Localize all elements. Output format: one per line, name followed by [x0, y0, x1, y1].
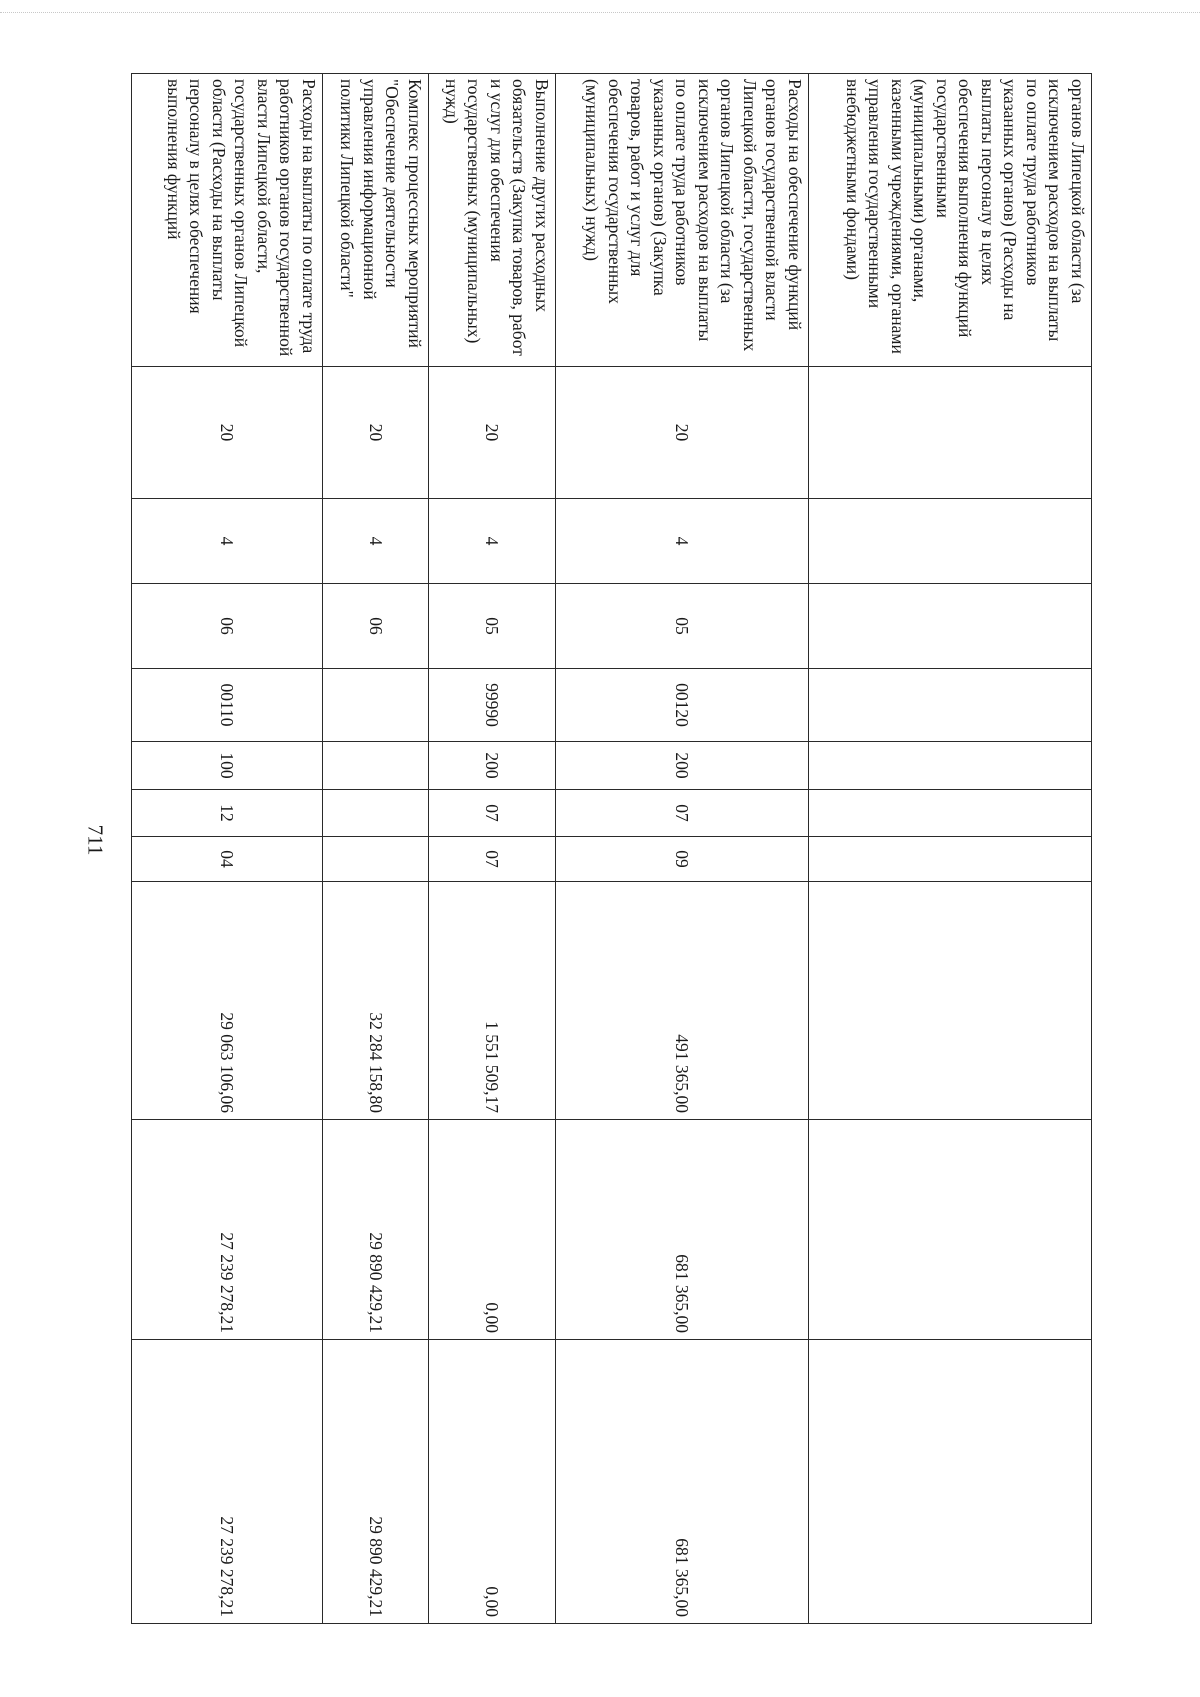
cell-code6 — [809, 790, 1092, 837]
cell-amount2: 27 239 278,21 — [132, 1120, 323, 1340]
row-name: Комплекс процессных мероприятий "Обеспечение деятельности управления информационной политики Липецкой области" — [323, 74, 429, 367]
cell-code2: 4 — [556, 499, 809, 584]
cell-amount1: 1 551 509,17 — [429, 882, 556, 1120]
cell-code1: 20 — [323, 367, 429, 499]
budget-table-rotated — [132, 73, 1092, 1623]
table-row — [429, 74, 556, 1624]
cell-code6: 07 — [556, 790, 809, 837]
cell-amount1 — [809, 882, 1092, 1120]
cell-amount3: 29 890 429,21 — [323, 1340, 429, 1624]
budget-table — [131, 73, 1092, 1624]
cell-code4 — [809, 669, 1092, 742]
page-number: 711 — [83, 824, 108, 856]
cell-code7 — [323, 837, 429, 882]
cell-code5: 200 — [556, 742, 809, 790]
table-row — [323, 74, 429, 1624]
cell-amount3: 681 365,00 — [556, 1340, 809, 1624]
cell-code1 — [809, 367, 1092, 499]
cell-code3: 06 — [132, 584, 323, 669]
cell-code4: 99990 — [429, 669, 556, 742]
cell-code4: 00110 — [132, 669, 323, 742]
cell-code3: 05 — [556, 584, 809, 669]
cell-code6 — [323, 790, 429, 837]
cell-code3 — [809, 584, 1092, 669]
table-row — [809, 74, 1092, 1624]
cell-code2: 4 — [429, 499, 556, 584]
cell-code1: 20 — [429, 367, 556, 499]
cell-amount2: 29 890 429,21 — [323, 1120, 429, 1340]
cell-amount2 — [809, 1120, 1092, 1340]
cell-code6: 12 — [132, 790, 323, 837]
cell-code2: 4 — [323, 499, 429, 584]
cell-code4 — [323, 669, 429, 742]
cell-amount3: 27 239 278,21 — [132, 1340, 323, 1624]
cell-amount1: 491 365,00 — [556, 882, 809, 1120]
cell-code7: 07 — [429, 837, 556, 882]
cell-code7: 09 — [556, 837, 809, 882]
table-row — [556, 74, 809, 1624]
cell-amount2: 681 365,00 — [556, 1120, 809, 1340]
table-row — [132, 74, 323, 1624]
cell-code3: 06 — [323, 584, 429, 669]
row-name: Выполнение других расходных обязательств (Закупка товаров, работ и услуг для обеспечения государственных (муниципальных) нужд) — [429, 74, 556, 367]
cell-amount3: 0,00 — [429, 1340, 556, 1624]
cell-code5: 200 — [429, 742, 556, 790]
cell-code7 — [809, 837, 1092, 882]
cell-code5: 100 — [132, 742, 323, 790]
cell-amount3 — [809, 1340, 1092, 1624]
cell-code7: 04 — [132, 837, 323, 882]
cell-amount2: 0,00 — [429, 1120, 556, 1340]
cell-code6: 07 — [429, 790, 556, 837]
cell-code1: 20 — [132, 367, 323, 499]
cell-code2: 4 — [132, 499, 323, 584]
row-name: Расходы на выплаты по оплате труда работников органов государственной власти Липецкой области, государственных органов Липецкой области (Расходы на выплаты персоналу в целях обеспечения выполнения функций — [132, 74, 323, 367]
cell-code5 — [323, 742, 429, 790]
cell-code2 — [809, 499, 1092, 584]
cell-code4: 00120 — [556, 669, 809, 742]
cell-amount1: 29 063 106,06 — [132, 882, 323, 1120]
cell-code3: 05 — [429, 584, 556, 669]
cell-code1: 20 — [556, 367, 809, 499]
row-name: органов Липецкой области (за исключением расходов на выплаты по оплате труда работников указанных органов) (Расходы на выплаты персоналу в целях обеспечения выполнения функций государственными (муниципальными) органами, казенными учреждениями, органами управления государственными внебюджетными фондами) — [809, 74, 1092, 367]
scan-edge-line — [0, 12, 1200, 13]
cell-code5 — [809, 742, 1092, 790]
row-name: Расходы на обеспечение функций органов государственной власти Липецкой области, государственных органов Липецкой области (за исключением расходов на выплаты по оплате труда работников указанных органов) (Закупка товаров, работ и услуг для обеспечения государственных (муниципальных) нужд) — [556, 74, 809, 367]
cell-amount1: 32 284 158,80 — [323, 882, 429, 1120]
